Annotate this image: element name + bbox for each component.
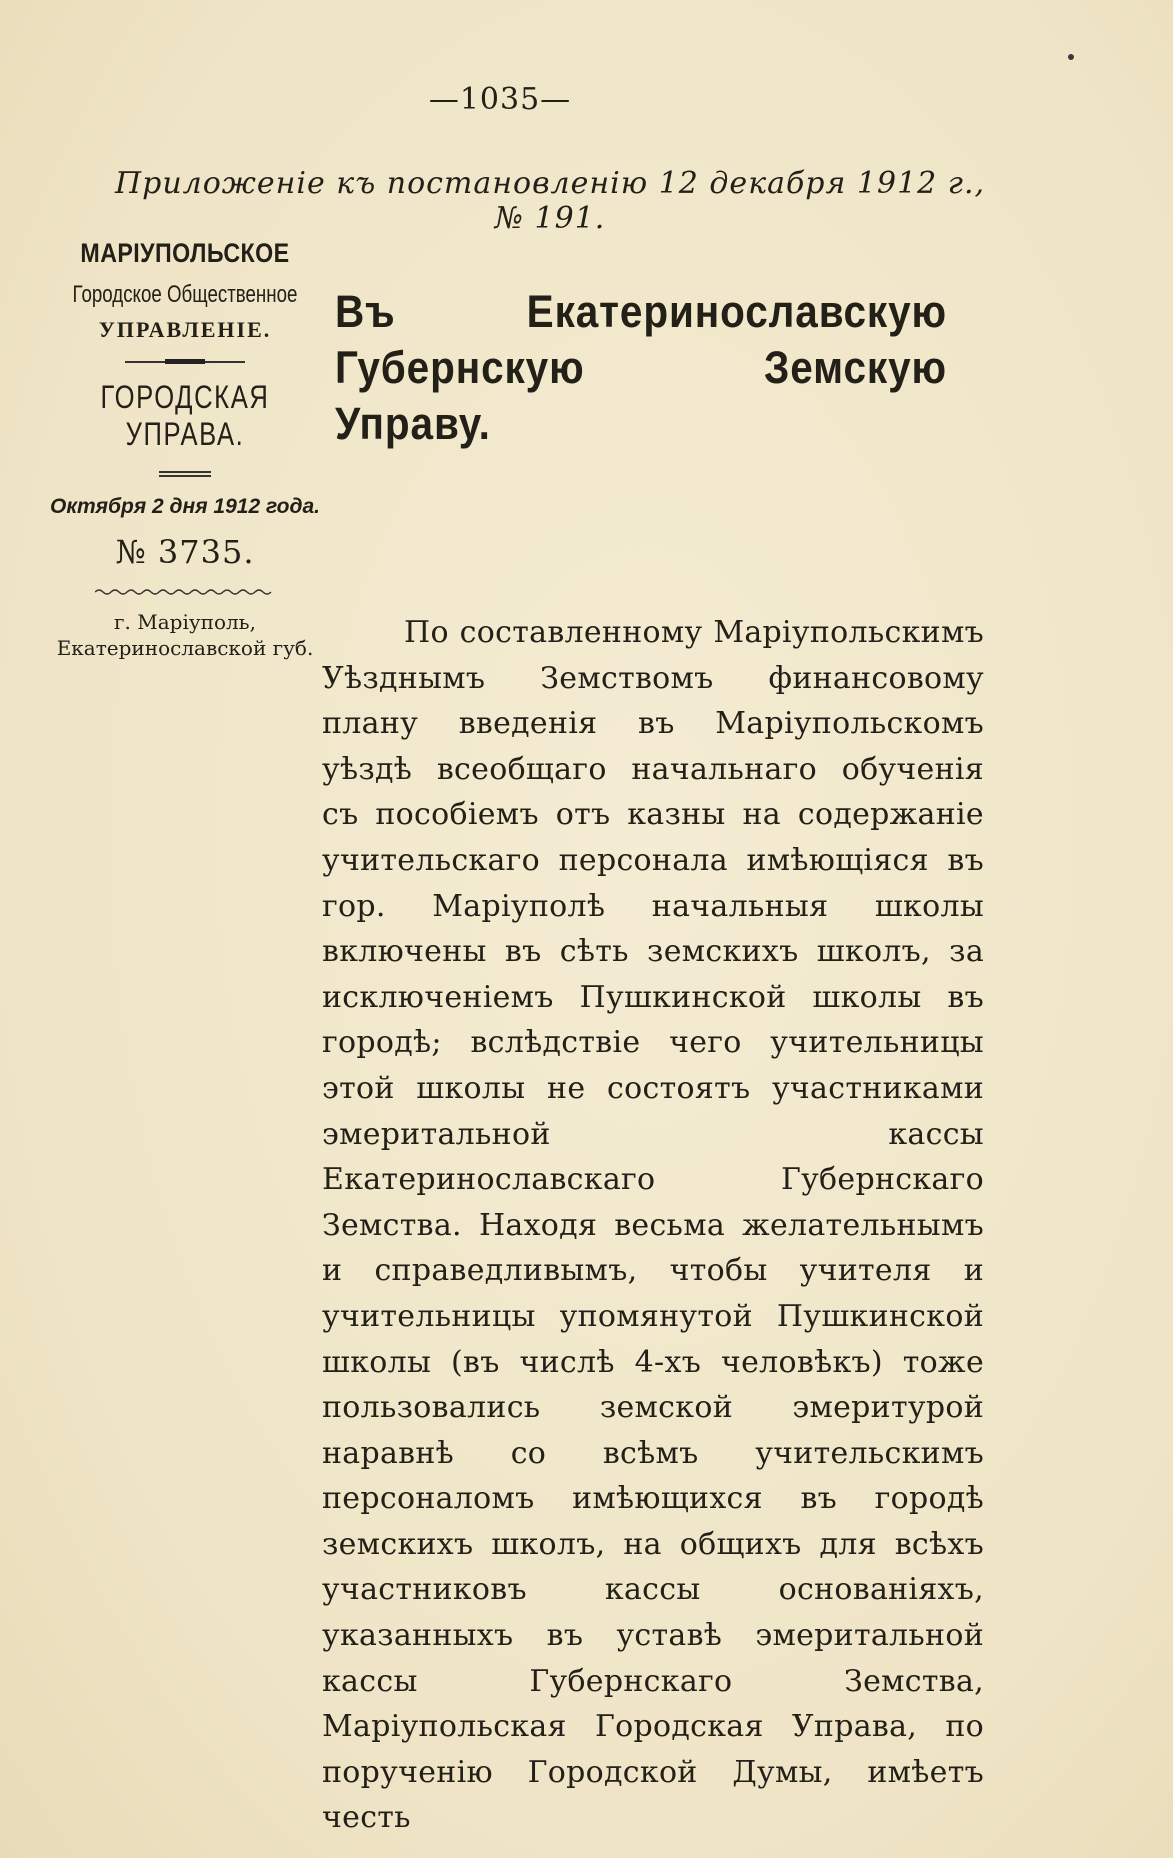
letter-body: По составленному Марiупольскимъ Уѣзднымъ Земствомъ финансовому плану введенiя въ Марiупольскомъ уѣздѣ всеобщаго начальнаго обученiя съ пособiемъ отъ казны на содержанiе учительскаго персонала имѣющiяся въ гор. Марiуполѣ начальныя школы включены въ сѣть земскихъ школъ, за исключенiемъ Пушкинской школы въ городѣ; вслѣдствiе чего учительницы этой школы не состоятъ участниками эмеритальной кассы Екатеринославскаго Губернскаго Земства. Находя весьма желательнымъ и справедливымъ, чтобы учителя и учительницы упомянутой Пушкинской школы (въ числѣ 4-хъ человѣкъ) тоже пользовались земской эмеритурой наравнѣ со всѣмъ учительскимъ персоналомъ имѣющихся въ городѣ земскихъ школъ, на общихъ для всѣхъ участниковъ кассы основанiяхъ, указанныхъ въ уставѣ эмеритальной кассы Губернскаго Земства, Марiупольская Городская Управа, по порученiю Городской Думы, имѣетъ честь <box>322 615 984 1836</box>
org-administration: УПРАВЛЕНIЕ. <box>98 317 272 342</box>
appendix-note: Приложенiе къ постановленiю 12 декабря 1912 г., № 191. <box>114 166 986 236</box>
document-number: № 3735. <box>115 533 255 571</box>
sender-block <box>40 238 330 661</box>
place-of-issue <box>40 609 330 661</box>
addressee: Въ Екатеринославскую Губернскую Земскую Управу. <box>335 286 947 449</box>
wavy-divider <box>95 587 275 597</box>
org-name: МАРIУПОЛЬСКОЕ <box>80 238 290 268</box>
place-line-2: Екатеринославской губ. <box>56 636 314 660</box>
city-board: ГОРОДСКАЯ УПРАВА. <box>100 379 270 452</box>
page-number: —1035— <box>428 82 572 117</box>
ink-spot <box>1068 54 1074 60</box>
double-divider <box>159 471 211 477</box>
document-date: Октября 2 дня 1912 года. <box>50 495 320 518</box>
place-line-1: г. Марiуполь, <box>114 610 256 634</box>
org-subtitle: Городское Общественное <box>72 281 298 308</box>
divider <box>125 361 245 363</box>
